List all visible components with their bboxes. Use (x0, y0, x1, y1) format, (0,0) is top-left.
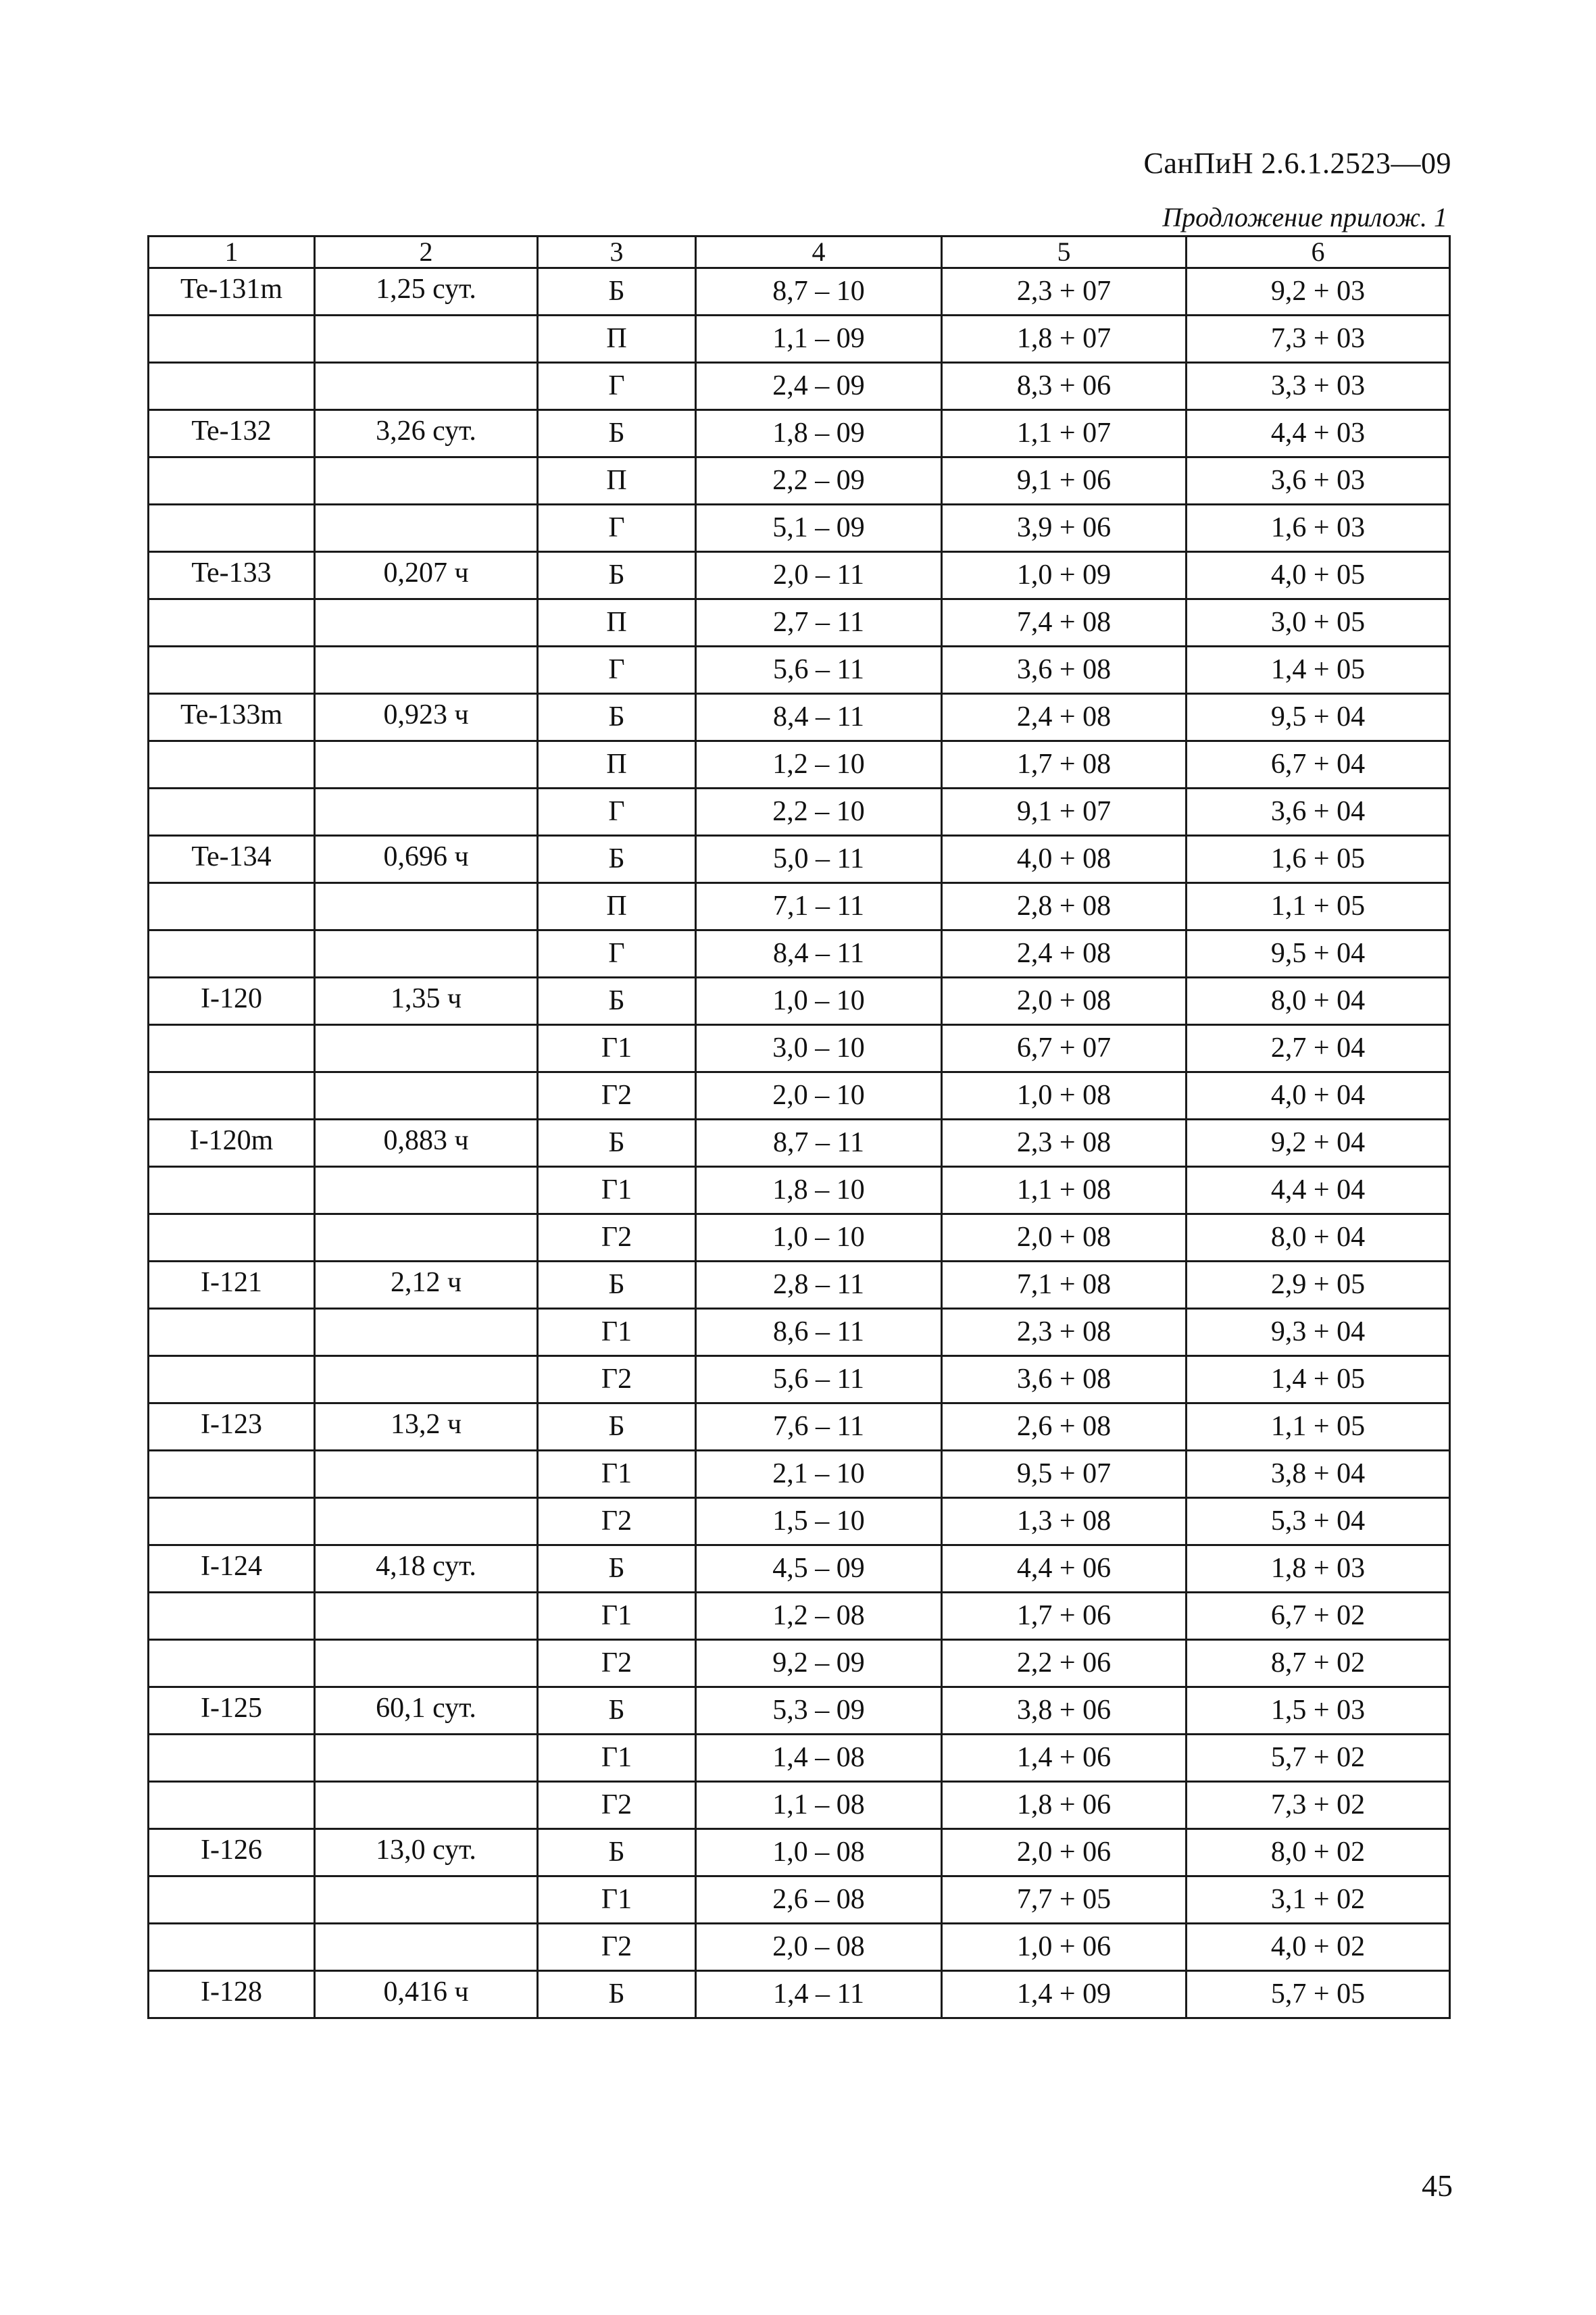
table-row (149, 1309, 1450, 1356)
col6-value-cell: 3,0 + 05 (1187, 599, 1450, 647)
table-row (149, 694, 1450, 741)
col4-value-cell: 1,4 – 08 (696, 1735, 942, 1782)
half-life-cell (315, 1498, 538, 1545)
half-life-cell (315, 789, 538, 836)
nuclide-cell (149, 1025, 315, 1072)
table-row (149, 363, 1450, 410)
table-row (149, 316, 1450, 363)
table-row (149, 1120, 1450, 1167)
type-cell: П (538, 741, 696, 789)
half-life-cell (315, 1735, 538, 1782)
col4-value-cell: 2,0 – 08 (696, 1924, 942, 1971)
nuclide-cell (149, 1782, 315, 1829)
nuclide-cell (149, 1356, 315, 1403)
col4-value-cell: 2,2 – 09 (696, 457, 942, 505)
half-life-cell: 0,923 ч (315, 694, 538, 741)
half-life-cell (315, 930, 538, 978)
nuclide-cell (149, 1593, 315, 1640)
column-number-row (149, 237, 1450, 268)
table-row (149, 1356, 1450, 1403)
column-header: 1 (149, 237, 315, 268)
type-cell: Г2 (538, 1924, 696, 1971)
column-header: 6 (1187, 237, 1450, 268)
col6-value-cell: 9,3 + 04 (1187, 1309, 1450, 1356)
half-life-cell (315, 647, 538, 694)
col5-value-cell: 2,4 + 08 (942, 694, 1187, 741)
table-row (149, 1640, 1450, 1687)
half-life-cell (315, 599, 538, 647)
col4-value-cell: 1,2 – 08 (696, 1593, 942, 1640)
half-life-cell (315, 1876, 538, 1924)
column-header: 4 (696, 237, 942, 268)
nuclide-cell (149, 1735, 315, 1782)
half-life-cell: 1,25 сут. (315, 268, 538, 316)
col4-value-cell: 2,6 – 08 (696, 1876, 942, 1924)
nuclide-cell (149, 1072, 315, 1120)
col4-value-cell: 2,2 – 10 (696, 789, 942, 836)
type-cell: Г2 (538, 1640, 696, 1687)
half-life-cell: 2,12 ч (315, 1262, 538, 1309)
table-row (149, 410, 1450, 457)
type-cell: Г2 (538, 1498, 696, 1545)
col4-value-cell: 2,7 – 11 (696, 599, 942, 647)
type-cell: П (538, 883, 696, 930)
nuclide-cell (149, 599, 315, 647)
col5-value-cell: 1,1 + 08 (942, 1167, 1187, 1214)
col4-value-cell: 7,1 – 11 (696, 883, 942, 930)
table-row (149, 1498, 1450, 1545)
col4-value-cell: 1,5 – 10 (696, 1498, 942, 1545)
col5-value-cell: 4,0 + 08 (942, 836, 1187, 883)
table-row (149, 599, 1450, 647)
table-row (149, 883, 1450, 930)
half-life-cell: 13,2 ч (315, 1403, 538, 1451)
col5-value-cell: 1,4 + 09 (942, 1971, 1187, 2018)
table-row (149, 1214, 1450, 1262)
table-row (149, 1876, 1450, 1924)
continuation-label: Продложение прилож. 1 (1162, 202, 1447, 232)
nuclide-cell: Te-133m (149, 694, 315, 741)
type-cell: Г2 (538, 1782, 696, 1829)
col4-value-cell: 1,8 – 09 (696, 410, 942, 457)
half-life-cell (315, 1924, 538, 1971)
half-life-cell (315, 741, 538, 789)
col4-value-cell: 8,7 – 10 (696, 268, 942, 316)
col6-value-cell: 1,1 + 05 (1187, 883, 1450, 930)
half-life-cell: 0,883 ч (315, 1120, 538, 1167)
column-header: 5 (942, 237, 1187, 268)
col4-value-cell: 5,1 – 09 (696, 505, 942, 552)
col5-value-cell: 1,0 + 06 (942, 1924, 1187, 1971)
table-row (149, 1262, 1450, 1309)
col4-value-cell: 1,0 – 08 (696, 1829, 942, 1876)
half-life-cell (315, 883, 538, 930)
type-cell: П (538, 599, 696, 647)
col4-value-cell: 1,0 – 10 (696, 978, 942, 1025)
col6-value-cell: 7,3 + 03 (1187, 316, 1450, 363)
col5-value-cell: 3,6 + 08 (942, 647, 1187, 694)
type-cell: Б (538, 268, 696, 316)
table-row (149, 1167, 1450, 1214)
col4-value-cell: 8,4 – 11 (696, 930, 942, 978)
half-life-cell (315, 1782, 538, 1829)
col6-value-cell: 1,4 + 05 (1187, 1356, 1450, 1403)
half-life-cell: 1,35 ч (315, 978, 538, 1025)
col6-value-cell: 2,7 + 04 (1187, 1025, 1450, 1072)
col5-value-cell: 1,4 + 06 (942, 1735, 1187, 1782)
col6-value-cell: 3,6 + 03 (1187, 457, 1450, 505)
col6-value-cell: 1,8 + 03 (1187, 1545, 1450, 1593)
col4-value-cell: 4,5 – 09 (696, 1545, 942, 1593)
column-header: 3 (538, 237, 696, 268)
col6-value-cell: 7,3 + 02 (1187, 1782, 1450, 1829)
col6-value-cell: 9,5 + 04 (1187, 930, 1450, 978)
half-life-cell (315, 1167, 538, 1214)
type-cell: Г1 (538, 1735, 696, 1782)
col6-value-cell: 1,6 + 03 (1187, 505, 1450, 552)
table-row (149, 457, 1450, 505)
col4-value-cell: 1,1 – 09 (696, 316, 942, 363)
col5-value-cell: 2,3 + 07 (942, 268, 1187, 316)
col4-value-cell: 9,2 – 09 (696, 1640, 942, 1687)
table-row (149, 741, 1450, 789)
col5-value-cell: 2,3 + 08 (942, 1120, 1187, 1167)
nuclide-cell (149, 1498, 315, 1545)
col6-value-cell: 4,4 + 03 (1187, 410, 1450, 457)
col5-value-cell: 1,7 + 08 (942, 741, 1187, 789)
nuclide-cell: I-120 (149, 978, 315, 1025)
table-row (149, 1829, 1450, 1876)
col4-value-cell: 5,3 – 09 (696, 1687, 942, 1735)
col6-value-cell: 4,0 + 04 (1187, 1072, 1450, 1120)
type-cell: Б (538, 1403, 696, 1451)
nuclide-cell (149, 789, 315, 836)
col6-value-cell: 5,7 + 05 (1187, 1971, 1450, 2018)
type-cell: Б (538, 1262, 696, 1309)
nuclide-cell (149, 1451, 315, 1498)
half-life-cell (315, 457, 538, 505)
type-cell: Г (538, 789, 696, 836)
type-cell: Г2 (538, 1072, 696, 1120)
half-life-cell (315, 505, 538, 552)
col5-value-cell: 3,6 + 08 (942, 1356, 1187, 1403)
half-life-cell: 0,207 ч (315, 552, 538, 599)
col6-value-cell: 5,3 + 04 (1187, 1498, 1450, 1545)
nuclide-cell: I-128 (149, 1971, 315, 2018)
half-life-cell (315, 363, 538, 410)
table-row (149, 789, 1450, 836)
nuclide-cell (149, 1214, 315, 1262)
half-life-cell: 0,696 ч (315, 836, 538, 883)
col6-value-cell: 4,0 + 05 (1187, 552, 1450, 599)
nuclide-cell: I-125 (149, 1687, 315, 1735)
col5-value-cell: 7,4 + 08 (942, 599, 1187, 647)
col4-value-cell: 5,0 – 11 (696, 836, 942, 883)
table-row (149, 836, 1450, 883)
type-cell: Г1 (538, 1309, 696, 1356)
col4-value-cell: 1,4 – 11 (696, 1971, 942, 2018)
col4-value-cell: 8,6 – 11 (696, 1309, 942, 1356)
half-life-cell: 13,0 сут. (315, 1829, 538, 1876)
col4-value-cell: 7,6 – 11 (696, 1403, 942, 1451)
type-cell: Г1 (538, 1876, 696, 1924)
col5-value-cell: 1,0 + 09 (942, 552, 1187, 599)
col6-value-cell: 2,9 + 05 (1187, 1262, 1450, 1309)
half-life-cell: 60,1 сут. (315, 1687, 538, 1735)
type-cell: Г2 (538, 1356, 696, 1403)
col4-value-cell: 1,1 – 08 (696, 1782, 942, 1829)
document-code: СанПиН 2.6.1.2523—09 (1143, 147, 1451, 180)
col4-value-cell: 1,2 – 10 (696, 741, 942, 789)
table-row (149, 1451, 1450, 1498)
nuclide-cell: Te-131m (149, 268, 315, 316)
page-number: 45 (1422, 2168, 1453, 2203)
col4-value-cell: 1,0 – 10 (696, 1214, 942, 1262)
half-life-cell: 3,26 сут. (315, 410, 538, 457)
type-cell: Б (538, 836, 696, 883)
type-cell: Б (538, 552, 696, 599)
col5-value-cell: 2,0 + 08 (942, 978, 1187, 1025)
col5-value-cell: 3,8 + 06 (942, 1687, 1187, 1735)
col5-value-cell: 9,1 + 07 (942, 789, 1187, 836)
table-row (149, 1545, 1450, 1593)
col4-value-cell: 8,4 – 11 (696, 694, 942, 741)
nuclide-cell (149, 505, 315, 552)
nuclide-cell (149, 363, 315, 410)
col5-value-cell: 1,8 + 06 (942, 1782, 1187, 1829)
table-row (149, 1924, 1450, 1971)
col5-value-cell: 2,6 + 08 (942, 1403, 1187, 1451)
type-cell: Г1 (538, 1167, 696, 1214)
table-row (149, 1403, 1450, 1451)
col6-value-cell: 1,1 + 05 (1187, 1403, 1450, 1451)
type-cell: Б (538, 978, 696, 1025)
col5-value-cell: 2,0 + 08 (942, 1214, 1187, 1262)
col5-value-cell: 6,7 + 07 (942, 1025, 1187, 1072)
table-row (149, 268, 1450, 316)
col4-value-cell: 5,6 – 11 (696, 1356, 942, 1403)
type-cell: П (538, 457, 696, 505)
col4-value-cell: 2,8 – 11 (696, 1262, 942, 1309)
col6-value-cell: 6,7 + 02 (1187, 1593, 1450, 1640)
col5-value-cell: 1,1 + 07 (942, 410, 1187, 457)
nuclide-cell (149, 883, 315, 930)
col6-value-cell: 9,5 + 04 (1187, 694, 1450, 741)
half-life-cell (315, 1451, 538, 1498)
col6-value-cell: 9,2 + 03 (1187, 268, 1450, 316)
col6-value-cell: 4,4 + 04 (1187, 1167, 1450, 1214)
col5-value-cell: 4,4 + 06 (942, 1545, 1187, 1593)
table-row (149, 505, 1450, 552)
type-cell: Б (538, 1687, 696, 1735)
col4-value-cell: 2,1 – 10 (696, 1451, 942, 1498)
col6-value-cell: 4,0 + 02 (1187, 1924, 1450, 1971)
col6-value-cell: 8,0 + 02 (1187, 1829, 1450, 1876)
nuclide-cell: Te-134 (149, 836, 315, 883)
col5-value-cell: 1,8 + 07 (942, 316, 1187, 363)
col6-value-cell: 1,5 + 03 (1187, 1687, 1450, 1735)
col4-value-cell: 1,8 – 10 (696, 1167, 942, 1214)
half-life-cell (315, 1309, 538, 1356)
nuclide-cell (149, 1167, 315, 1214)
nuclide-cell: I-124 (149, 1545, 315, 1593)
col5-value-cell: 1,0 + 08 (942, 1072, 1187, 1120)
table-row (149, 1593, 1450, 1640)
column-header: 2 (315, 237, 538, 268)
col5-value-cell: 8,3 + 06 (942, 363, 1187, 410)
half-life-cell (315, 1356, 538, 1403)
nuclide-cell: I-120m (149, 1120, 315, 1167)
col6-value-cell: 3,3 + 03 (1187, 363, 1450, 410)
table-row (149, 1971, 1450, 2018)
col6-value-cell: 3,6 + 04 (1187, 789, 1450, 836)
nuclide-cell: Te-132 (149, 410, 315, 457)
col5-value-cell: 1,7 + 06 (942, 1593, 1187, 1640)
col4-value-cell: 8,7 – 11 (696, 1120, 942, 1167)
table-row (149, 978, 1450, 1025)
nuclide-cell (149, 1876, 315, 1924)
half-life-cell (315, 1593, 538, 1640)
nuclide-cell: I-126 (149, 1829, 315, 1876)
col6-value-cell: 3,8 + 04 (1187, 1451, 1450, 1498)
col5-value-cell: 7,7 + 05 (942, 1876, 1187, 1924)
col4-value-cell: 3,0 – 10 (696, 1025, 942, 1072)
col6-value-cell: 5,7 + 02 (1187, 1735, 1450, 1782)
table-row (149, 930, 1450, 978)
type-cell: Б (538, 1971, 696, 2018)
nuclide-cell (149, 741, 315, 789)
col6-value-cell: 8,0 + 04 (1187, 978, 1450, 1025)
table-row (149, 1782, 1450, 1829)
nuclide-cell: I-123 (149, 1403, 315, 1451)
col5-value-cell: 9,5 + 07 (942, 1451, 1187, 1498)
nuclide-cell: I-121 (149, 1262, 315, 1309)
col5-value-cell: 2,3 + 08 (942, 1309, 1187, 1356)
nuclide-data-table (147, 235, 1451, 2019)
nuclide-cell (149, 1309, 315, 1356)
nuclide-cell (149, 316, 315, 363)
type-cell: Б (538, 410, 696, 457)
col5-value-cell: 9,1 + 06 (942, 457, 1187, 505)
type-cell: П (538, 316, 696, 363)
type-cell: Г (538, 363, 696, 410)
half-life-cell (315, 1072, 538, 1120)
col5-value-cell: 1,3 + 08 (942, 1498, 1187, 1545)
col6-value-cell: 1,6 + 05 (1187, 836, 1450, 883)
type-cell: Б (538, 1545, 696, 1593)
table-body (149, 268, 1450, 2018)
col5-value-cell: 2,4 + 08 (942, 930, 1187, 978)
nuclide-cell (149, 457, 315, 505)
type-cell: Г1 (538, 1025, 696, 1072)
col6-value-cell: 8,7 + 02 (1187, 1640, 1450, 1687)
nuclide-cell (149, 1924, 315, 1971)
col5-value-cell: 7,1 + 08 (942, 1262, 1187, 1309)
col4-value-cell: 5,6 – 11 (696, 647, 942, 694)
type-cell: Г1 (538, 1593, 696, 1640)
half-life-cell (315, 1214, 538, 1262)
half-life-cell (315, 316, 538, 363)
half-life-cell (315, 1640, 538, 1687)
nuclide-cell: Te-133 (149, 552, 315, 599)
type-cell: Г1 (538, 1451, 696, 1498)
table-row (149, 647, 1450, 694)
type-cell: Б (538, 1829, 696, 1876)
col5-value-cell: 2,0 + 06 (942, 1829, 1187, 1876)
col6-value-cell: 3,1 + 02 (1187, 1876, 1450, 1924)
col6-value-cell: 1,4 + 05 (1187, 647, 1450, 694)
table-row (149, 1735, 1450, 1782)
nuclide-cell (149, 1640, 315, 1687)
col6-value-cell: 8,0 + 04 (1187, 1214, 1450, 1262)
col4-value-cell: 2,0 – 11 (696, 552, 942, 599)
table-header (149, 237, 1450, 268)
col6-value-cell: 9,2 + 04 (1187, 1120, 1450, 1167)
half-life-cell: 4,18 сут. (315, 1545, 538, 1593)
type-cell: Г (538, 647, 696, 694)
col5-value-cell: 2,2 + 06 (942, 1640, 1187, 1687)
col5-value-cell: 3,9 + 06 (942, 505, 1187, 552)
type-cell: Б (538, 1120, 696, 1167)
col4-value-cell: 2,0 – 10 (696, 1072, 942, 1120)
type-cell: Г (538, 505, 696, 552)
col6-value-cell: 6,7 + 04 (1187, 741, 1450, 789)
type-cell: Б (538, 694, 696, 741)
nuclide-cell (149, 647, 315, 694)
nuclide-cell (149, 930, 315, 978)
table-row (149, 1072, 1450, 1120)
type-cell: Г (538, 930, 696, 978)
table-row (149, 1687, 1450, 1735)
half-life-cell (315, 1025, 538, 1072)
col5-value-cell: 2,8 + 08 (942, 883, 1187, 930)
type-cell: Г2 (538, 1214, 696, 1262)
table-row (149, 1025, 1450, 1072)
col4-value-cell: 2,4 – 09 (696, 363, 942, 410)
table-row (149, 552, 1450, 599)
half-life-cell: 0,416 ч (315, 1971, 538, 2018)
